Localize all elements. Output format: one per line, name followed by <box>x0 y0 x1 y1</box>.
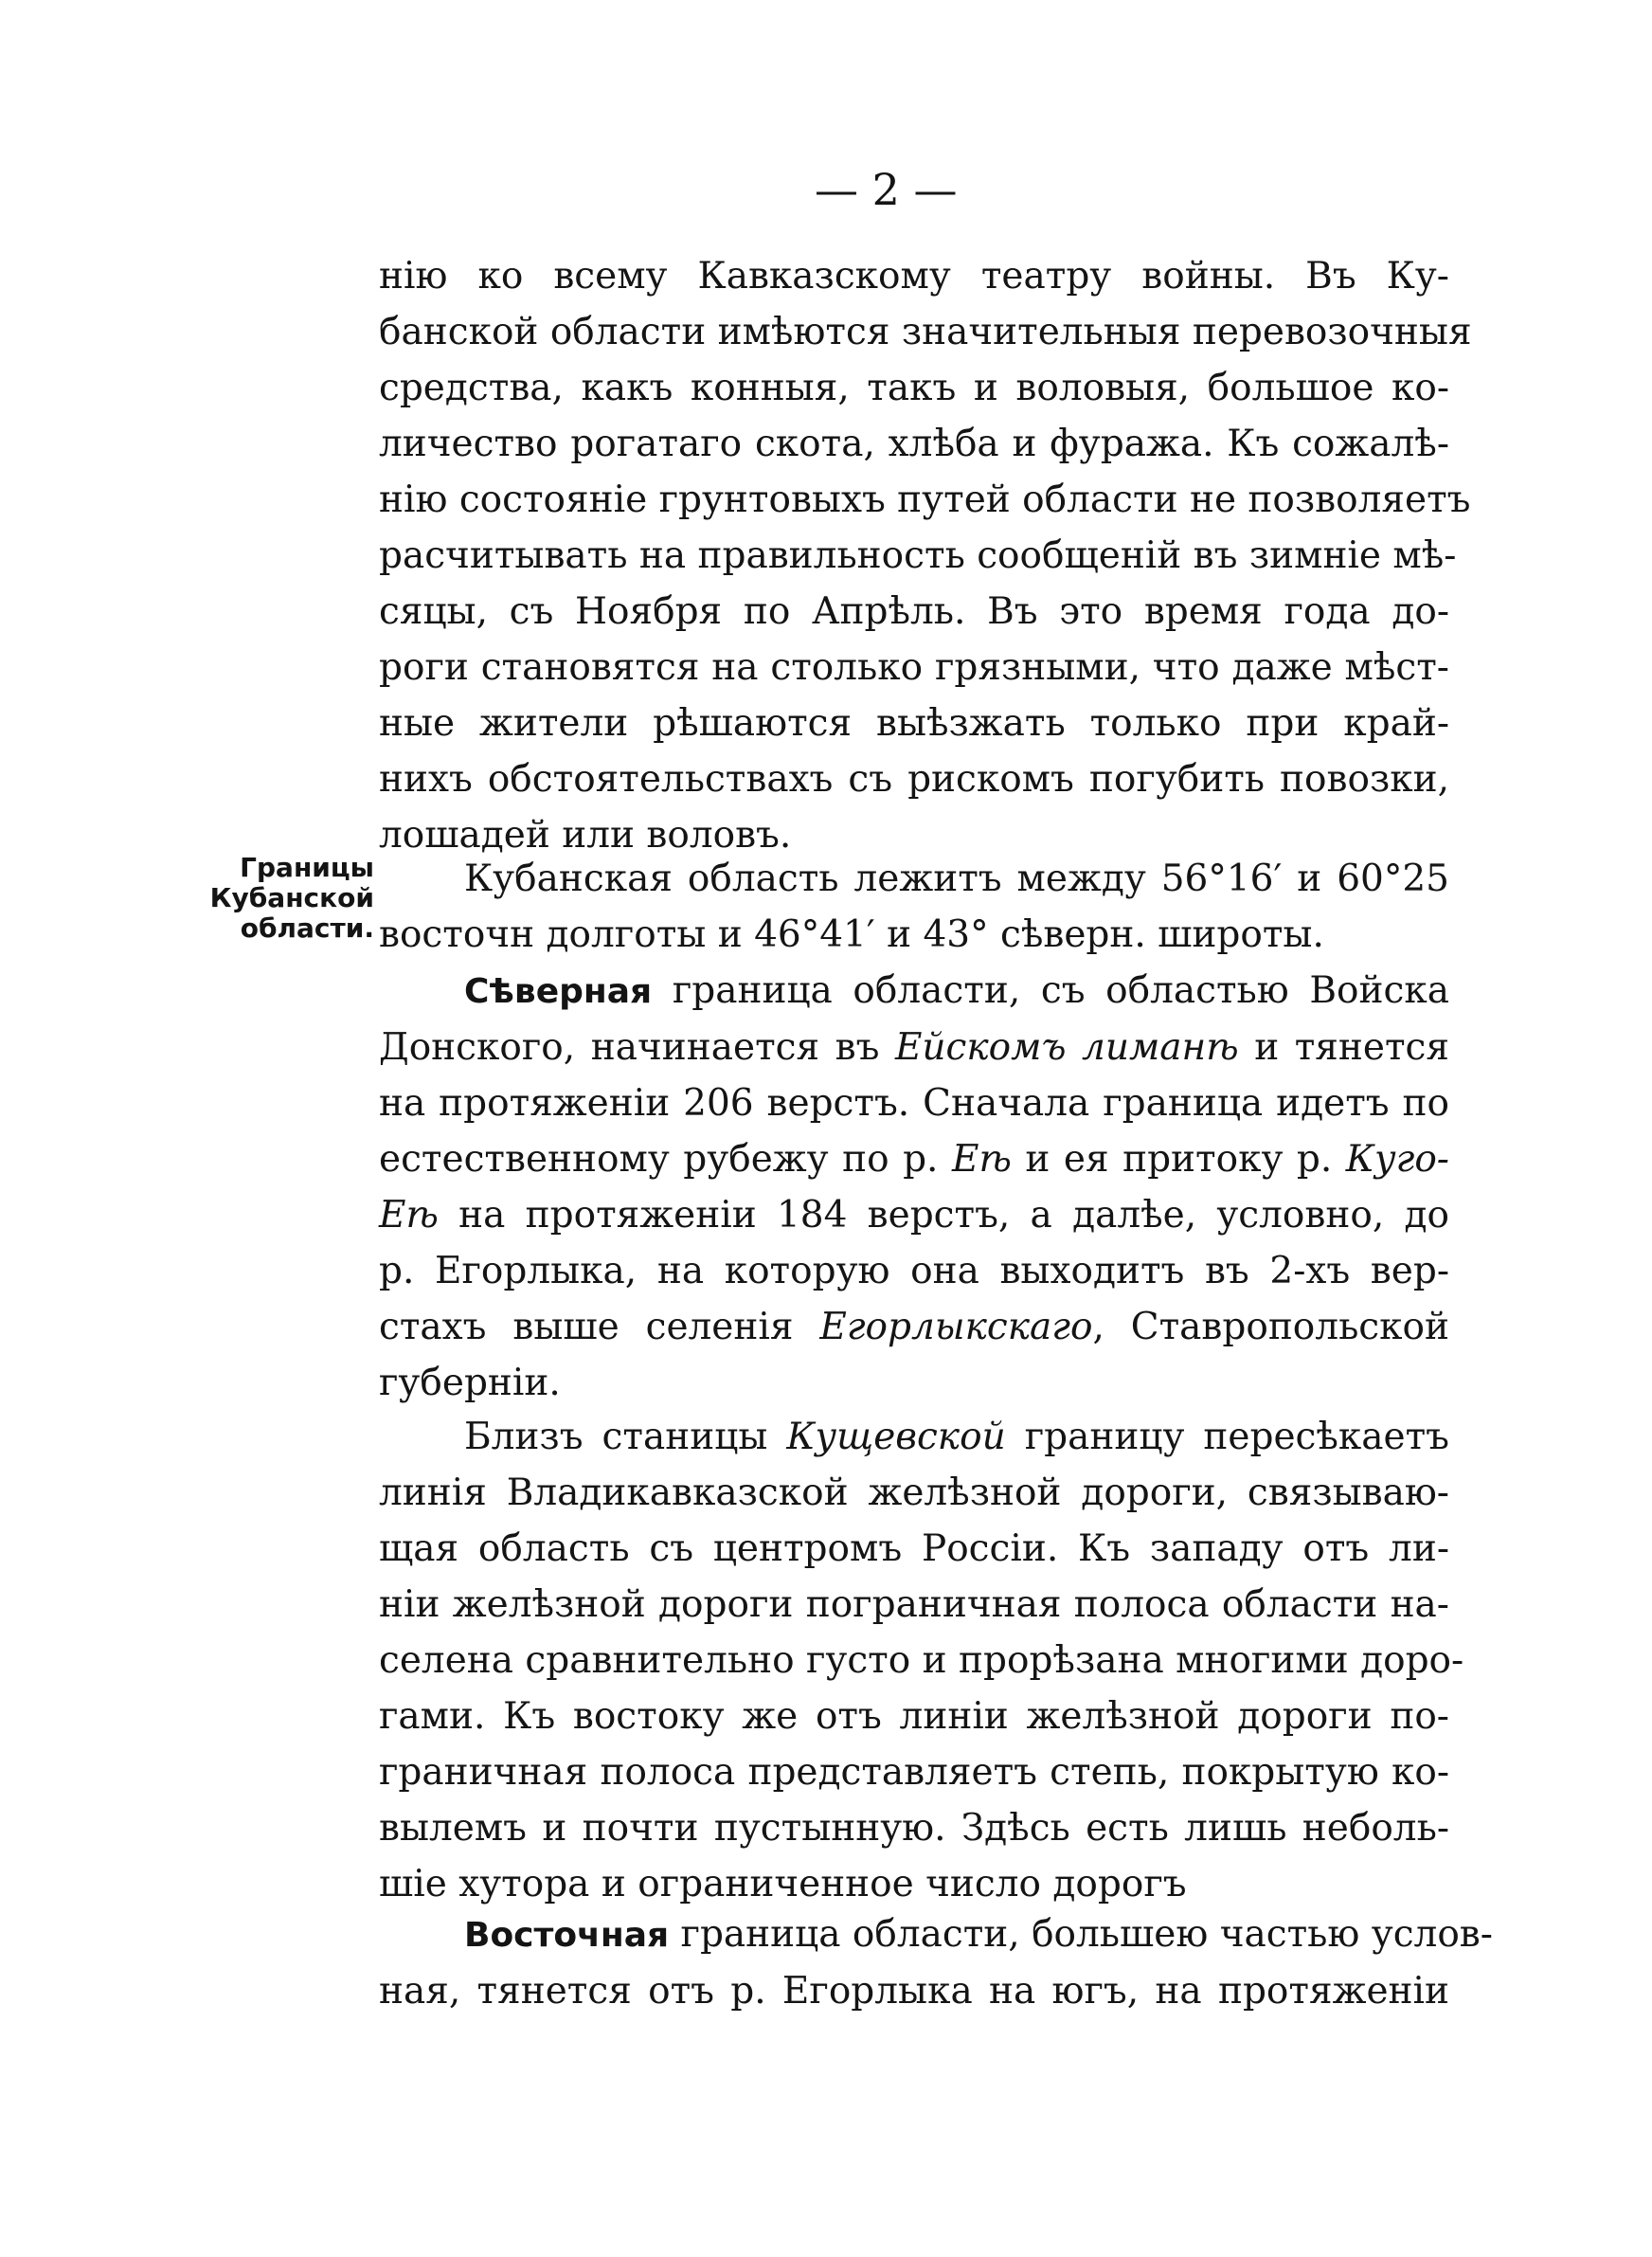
place-name: Еѣ <box>379 1194 439 1237</box>
text-line: Кубанская область лежитъ между 56°16′ и 60°25 <box>464 858 1449 900</box>
text-line <box>379 1131 1449 1187</box>
text-line: роги становятся на столько грязными, что даже мѣст- <box>379 646 1449 689</box>
paragraph-1 <box>379 248 1472 863</box>
text-line <box>379 1409 1449 1465</box>
text-line: средства, какъ конныя, такъ и воловыя, большое ко- <box>379 367 1449 409</box>
text-line: граничная полоса представляетъ степь, покрытую ко- <box>379 1751 1449 1794</box>
text-line: нихъ обстоятельствахъ съ рискомъ погубить повозки, <box>379 758 1449 801</box>
text-line: ные жители рѣшаются выѣзжать только при край- <box>379 702 1449 745</box>
text-run: стахъ выше селенія <box>379 1306 820 1348</box>
place-name: Ейскомъ лиманѣ <box>894 1026 1239 1069</box>
text-run: Близъ станицы <box>464 1416 787 1458</box>
text-line <box>379 1020 1449 1075</box>
margin-note <box>204 853 374 944</box>
text-line <box>379 1299 1449 1355</box>
text-line: банской области имѣются значительныя перевозочныя <box>379 311 1472 353</box>
text-line: щая область съ центромъ Россіи. Къ западу отъ ли- <box>379 1527 1449 1570</box>
text-line <box>379 1187 1449 1243</box>
page-number: — 2 — <box>815 164 958 215</box>
place-name: Кущевской <box>786 1416 1006 1458</box>
text-line <box>379 963 1449 1020</box>
text-run: границу пересѣкаетъ <box>1005 1416 1449 1458</box>
text-run: Донского, начинается въ <box>379 1026 895 1069</box>
text-run: граница области, съ областью Войска <box>652 969 1449 1012</box>
text-line: нію состояніе грунтовыхъ путей области не позволяетъ <box>379 478 1471 521</box>
text-line: гами. Къ востоку же отъ линіи желѣзной дороги по- <box>379 1695 1449 1738</box>
text-run: на протяженіи 184 верстъ, а далѣе, условно, до <box>438 1194 1449 1237</box>
place-name: Еѣ <box>951 1138 1012 1181</box>
text-line: селена сравнительно густо и прорѣзана многими доро- <box>379 1639 1464 1682</box>
paragraph-4 <box>379 1409 1464 1912</box>
text-line: линія Владикавказской желѣзной дороги, связываю- <box>379 1472 1449 1514</box>
text-line: р. Егорлыка, на которую она выходитъ въ 2-хъ вер- <box>379 1250 1449 1292</box>
text-line: восточн долготы и 46°41′ и 43° сѣверн. широты. <box>379 913 1324 956</box>
margin-note-line: области. <box>240 912 374 944</box>
text-line <box>379 1906 1493 1963</box>
text-line: сяцы, съ Ноября по Апрѣль. Въ это время года до- <box>379 590 1449 633</box>
text-line: лошадей или воловъ. <box>379 814 792 857</box>
text-run: естественному рубежу по р. <box>379 1138 952 1181</box>
text-line: расчитывать на правильность сообщеній въ зимніе мѣ- <box>379 534 1457 577</box>
place-name: Егорлыкскаго <box>819 1306 1093 1348</box>
text-run: и ея притоку р. <box>1011 1138 1346 1181</box>
section-keyword: Восточная <box>464 1916 670 1955</box>
text-line: губерніи. <box>379 1362 561 1404</box>
text-line: шіе хутора и ограниченное число дорогъ <box>379 1863 1187 1905</box>
text-line: на протяженіи 206 верстъ. Сначала граница идетъ по <box>379 1082 1449 1125</box>
paragraph-5 <box>379 1906 1493 2019</box>
text-line: ная, тянется отъ р. Егорлыка на югъ, на протяженіи <box>379 1970 1449 2013</box>
text-line: нію ко всему Кавказскому театру войны. Въ Ку- <box>379 255 1449 298</box>
text-line: личество рогатаго скота, хлѣба и фуража. Къ сожалѣ- <box>379 423 1449 465</box>
paragraph-3 <box>379 963 1449 1411</box>
margin-note-line: Границы <box>240 852 374 883</box>
text-run: и тянется <box>1238 1026 1449 1069</box>
paragraph-2 <box>379 851 1449 963</box>
place-name: Куго- <box>1345 1138 1449 1181</box>
text-line: ніи желѣзной дороги пограничная полоса области на- <box>379 1583 1449 1626</box>
margin-note-line: Кубанской <box>209 882 374 913</box>
section-keyword: Сѣверная <box>464 972 653 1011</box>
text-run: , Ставропольской <box>1092 1306 1449 1348</box>
text-run: граница области, большею частью услов- <box>669 1913 1493 1956</box>
text-line: вылемъ и почти пустынную. Здѣсь есть лишь неболь- <box>379 1807 1449 1850</box>
